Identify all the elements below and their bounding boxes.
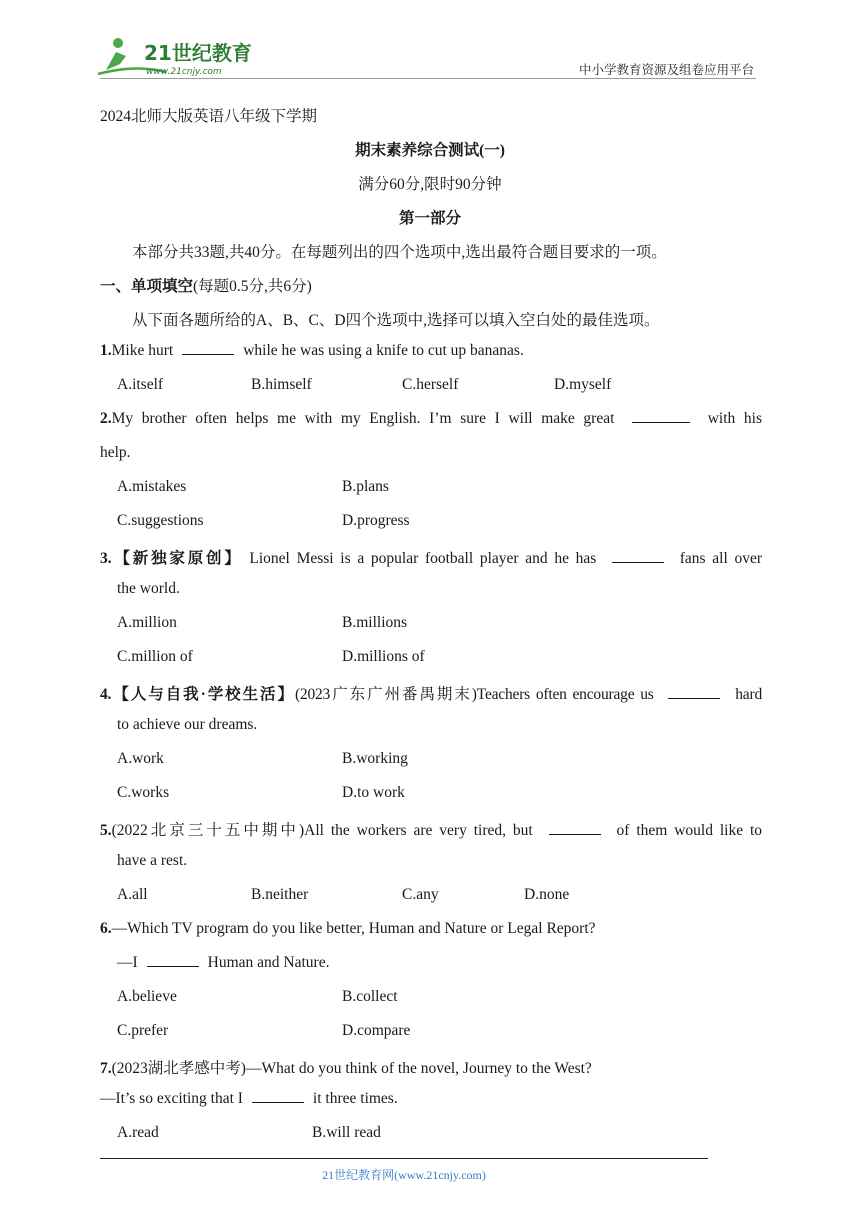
answer-blank xyxy=(668,686,720,699)
option-b: B.working xyxy=(342,750,408,767)
question-number: 3. xyxy=(100,550,112,567)
question-text: while he was using a knife to cut up bananas. xyxy=(243,342,524,359)
question-continuation: the world. xyxy=(117,580,180,597)
question-stem xyxy=(100,410,762,428)
option-b: B.neither xyxy=(251,886,309,903)
option-d: D.progress xyxy=(342,512,410,529)
answer-blank xyxy=(252,1090,304,1103)
option-b: B.himself xyxy=(251,376,312,393)
question-stem xyxy=(100,1056,860,1078)
option-b: B.will read xyxy=(312,1124,381,1141)
answer-blank xyxy=(632,410,690,423)
part-title: 第一部分 xyxy=(398,210,461,227)
question-text: fans all over xyxy=(679,550,763,567)
question-stem xyxy=(100,342,860,360)
question-text: —What do you think of the novel, Journey to the West? xyxy=(245,1060,592,1077)
option-d: D.millions of xyxy=(342,648,425,665)
platform-name: 中小学教育资源及组卷应用平台 xyxy=(578,63,754,77)
question-continuation: have a rest. xyxy=(117,852,188,869)
question-text: of them would like to xyxy=(616,822,763,839)
option-a: A.mistakes xyxy=(117,478,187,495)
question-text: Teachers often encourage us xyxy=(476,686,654,703)
option-c: C.million of xyxy=(117,648,193,665)
question-stem xyxy=(100,682,762,704)
option-c: C.suggestions xyxy=(117,512,204,529)
question-number: 5. xyxy=(100,822,112,839)
question-line-2 xyxy=(117,954,860,972)
question-stem xyxy=(100,818,762,840)
option-c: C.herself xyxy=(402,376,459,393)
question-text: with his xyxy=(707,410,763,427)
section-score: (每题0.5分,共6分) xyxy=(193,278,312,295)
option-b: B.collect xyxy=(342,988,398,1005)
answer-blank xyxy=(612,550,664,563)
logo-url: www.21cnjy.com xyxy=(146,67,222,77)
exam-meta: 满分60分,限时90分钟 xyxy=(358,176,502,193)
option-d: D.none xyxy=(524,886,570,903)
question-text: All the workers are very tired, but xyxy=(304,822,533,839)
question-text: —Which TV program do you like better, Human and Nature or Legal Report? xyxy=(111,920,596,937)
question-source: (2023湖北孝感中考) xyxy=(111,1060,246,1077)
option-a: A.million xyxy=(117,614,177,631)
option-d: D.compare xyxy=(342,1022,411,1039)
option-d: D.myself xyxy=(554,376,612,393)
option-b: B.millions xyxy=(342,614,408,631)
question-line-2 xyxy=(100,1090,860,1108)
footer-text[interactable]: 21世纪教育网(www.21cnjy.com) xyxy=(322,1168,486,1182)
question-number: 4. xyxy=(100,686,112,703)
option-a: A.all xyxy=(117,886,148,903)
question-tag: 【新独家原创】 xyxy=(111,550,243,567)
question-text: hard xyxy=(735,686,762,703)
question-number: 6. xyxy=(100,920,112,937)
exam-title: 期末素养综合测试(一) xyxy=(355,142,505,159)
option-d: D.to work xyxy=(342,784,405,801)
course-name: 2024北师大版英语八年级下学期 xyxy=(100,108,318,125)
section-heading xyxy=(100,274,860,296)
question-stem xyxy=(100,546,762,568)
site-logo xyxy=(96,34,256,78)
footer-divider xyxy=(100,1158,708,1159)
option-c: C.works xyxy=(117,784,170,801)
question-tag: 【人与自我·学校生活】 xyxy=(111,686,295,703)
answer-blank xyxy=(549,822,601,835)
question-continuation: to achieve our dreams. xyxy=(117,716,258,733)
header-divider xyxy=(100,78,756,79)
section-title: 一、单项填空 xyxy=(100,278,194,295)
question-number: 7. xyxy=(100,1060,112,1077)
option-a: A.read xyxy=(117,1124,159,1141)
question-text: Mike hurt xyxy=(111,342,174,359)
question-continuation: help. xyxy=(100,444,131,461)
option-c: C.prefer xyxy=(117,1022,169,1039)
part-intro: 本部分共33题,共40分。在每题列出的四个选项中,选出最符合题目要求的一项。 xyxy=(132,244,667,261)
option-b: B.plans xyxy=(342,478,389,495)
option-a: A.believe xyxy=(117,988,177,1005)
option-a: A.itself xyxy=(117,376,164,393)
question-number: 2. xyxy=(100,410,112,427)
question-stem xyxy=(100,920,860,938)
question-number: 1. xyxy=(100,342,112,359)
question-text: My brother often helps me with my English. I’m sure I will make great xyxy=(111,410,615,427)
option-a: A.work xyxy=(117,750,164,767)
question-text: Lionel Messi is a popular football player and he has xyxy=(249,550,597,567)
answer-blank xyxy=(147,954,199,967)
question-source: (2023广东广州番禺期末) xyxy=(294,686,477,703)
question-text: —I xyxy=(117,954,138,971)
question-text: —It’s so exciting that I xyxy=(100,1090,243,1107)
option-c: C.any xyxy=(402,886,439,903)
question-source: (2022北京三十五中期中) xyxy=(111,822,305,839)
answer-blank xyxy=(182,342,234,355)
question-text: it three times. xyxy=(312,1090,398,1107)
question-text: Human and Nature. xyxy=(207,954,330,971)
logo-text: 21世纪教育 xyxy=(144,41,252,65)
section-intro: 从下面各题所给的A、B、C、D四个选项中,选择可以填入空白处的最佳选项。 xyxy=(132,312,660,329)
